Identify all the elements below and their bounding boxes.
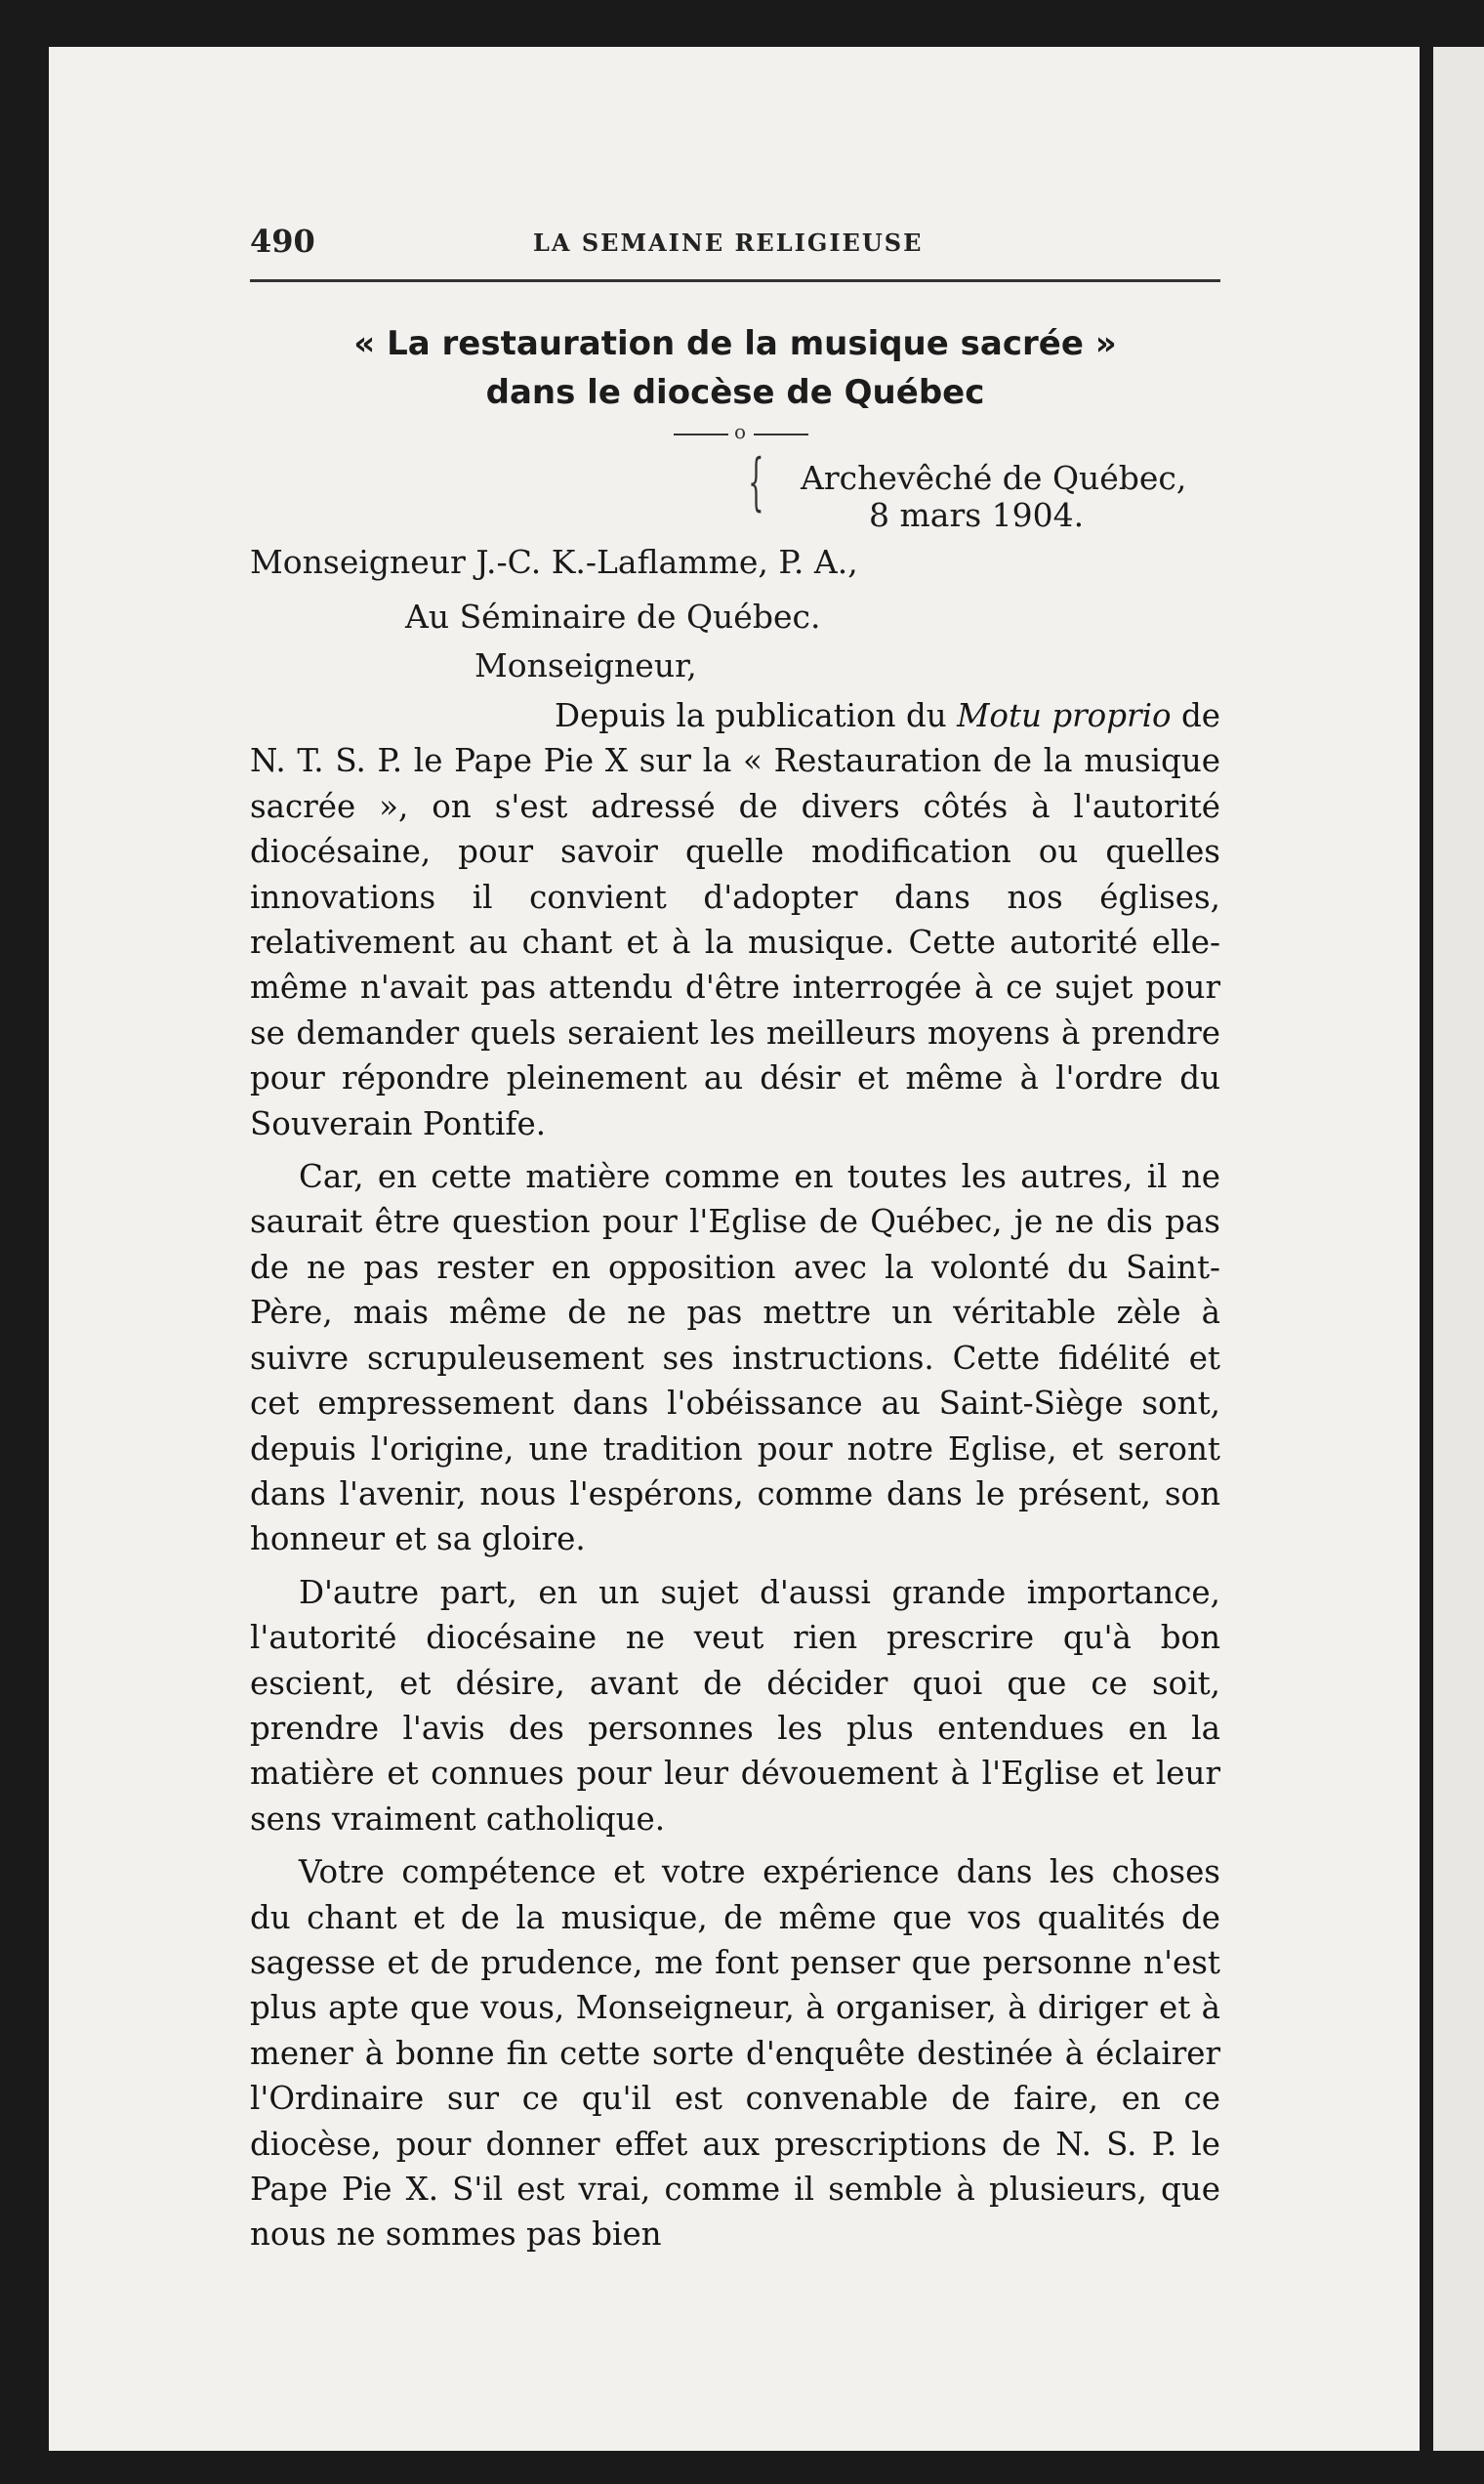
motu-proprio-italic: Motu proprio: [957, 697, 1172, 734]
separator-ornament: o: [734, 420, 747, 443]
paragraph-1-start: Depuis la publication du: [555, 697, 958, 734]
dateline-date: 8 mars 1904.: [869, 496, 1085, 534]
salutation: Monseigneur,: [474, 646, 697, 684]
article-title-line2: dans le diocèse de Québec: [485, 373, 985, 412]
separator-line-left: [674, 434, 728, 435]
page-number: 490: [250, 223, 315, 260]
paragraph-2: Car, en cette matière comme en toutes les autres, il ne saurait être question pour l'Eglise de Québec, je ne dis pas de ne pas rester en opposition avec la volonté du Saint-Père, mais même de ne pas mettre un véritable zèle à suivre scrupuleusement ses instructions. Cette fidélité et cet empressement dans l'obéissance au Saint-Siège sont, depuis l'origine, une tradition pour notre Eglise, et seront dans l'avenir, nous l'espérons, comme dans le présent, son honneur et sa gloire.: [250, 1158, 1220, 1558]
paragraph-4: Votre compétence et votre expérience dans les choses du chant et de la musique, de même que vos qualités de sagesse et de prudence, me font penser que personne n'est plus apte que vous, Monseigneur, à organiser, à diriger et à mener à bonne fin cette sorte d'enquête destinée à éclairer l'Ordinaire sur ce qu'il est convenable de faire, en ce diocèse, pour donner effet aux prescriptions de N. S. P. le Pape Pie X. S'il est vrai, comme il semble à plusieurs, que nous ne sommes pas bien: [250, 1853, 1220, 2254]
page-header: [250, 223, 1216, 277]
paragraph-1-rest: de N. T. S. P. le Pape Pie X sur la « Restauration de la musique sacrée », on s'est adressé de divers côtés à l'autorité diocésaine, pour savoir quelle modification ou quelles innovations il convient d'adopter dans nos églises, relativement au chant et à la musique. Cette autorité elle-même n'avait pas attendu d'être interrogée à ce sujet pour se demander quels seraient les meilleurs moyens à prendre pour répondre pleinement au désir et même à l'ordre du Souverain Pontife.: [250, 697, 1220, 1142]
paragraph-3: D'autre part, en un sujet d'aussi grande importance, l'autorité diocésaine ne veut rien prescrire qu'à bon escient, et désire, avant de décider quoi que ce soit, prendre l'avis des personnes les plus entendues en la matière et connues pour leur dévouement à l'Eglise et leur sens vraiment catholique.: [250, 1573, 1220, 1838]
separator-line-right: [754, 434, 808, 435]
article-title-line1: « La restauration de la musique sacrée »: [353, 324, 1117, 363]
adjacent-page-edge: [1433, 47, 1484, 2451]
recipient-institution: Au Séminaire de Québec.: [405, 598, 821, 636]
dateline-place: Archevêché de Québec,: [801, 459, 1187, 497]
letter-body: [250, 693, 1220, 2265]
dateline-brace: {: [748, 446, 764, 518]
running-title: LA SEMAINE RELIGIEUSE: [533, 228, 924, 257]
paragraph-1: [250, 693, 1220, 1146]
header-rule: [250, 279, 1220, 282]
title-separator: [674, 420, 810, 449]
recipient-name: Monseigneur J.-C. K.-Laflamme, P. A.,: [250, 543, 858, 581]
